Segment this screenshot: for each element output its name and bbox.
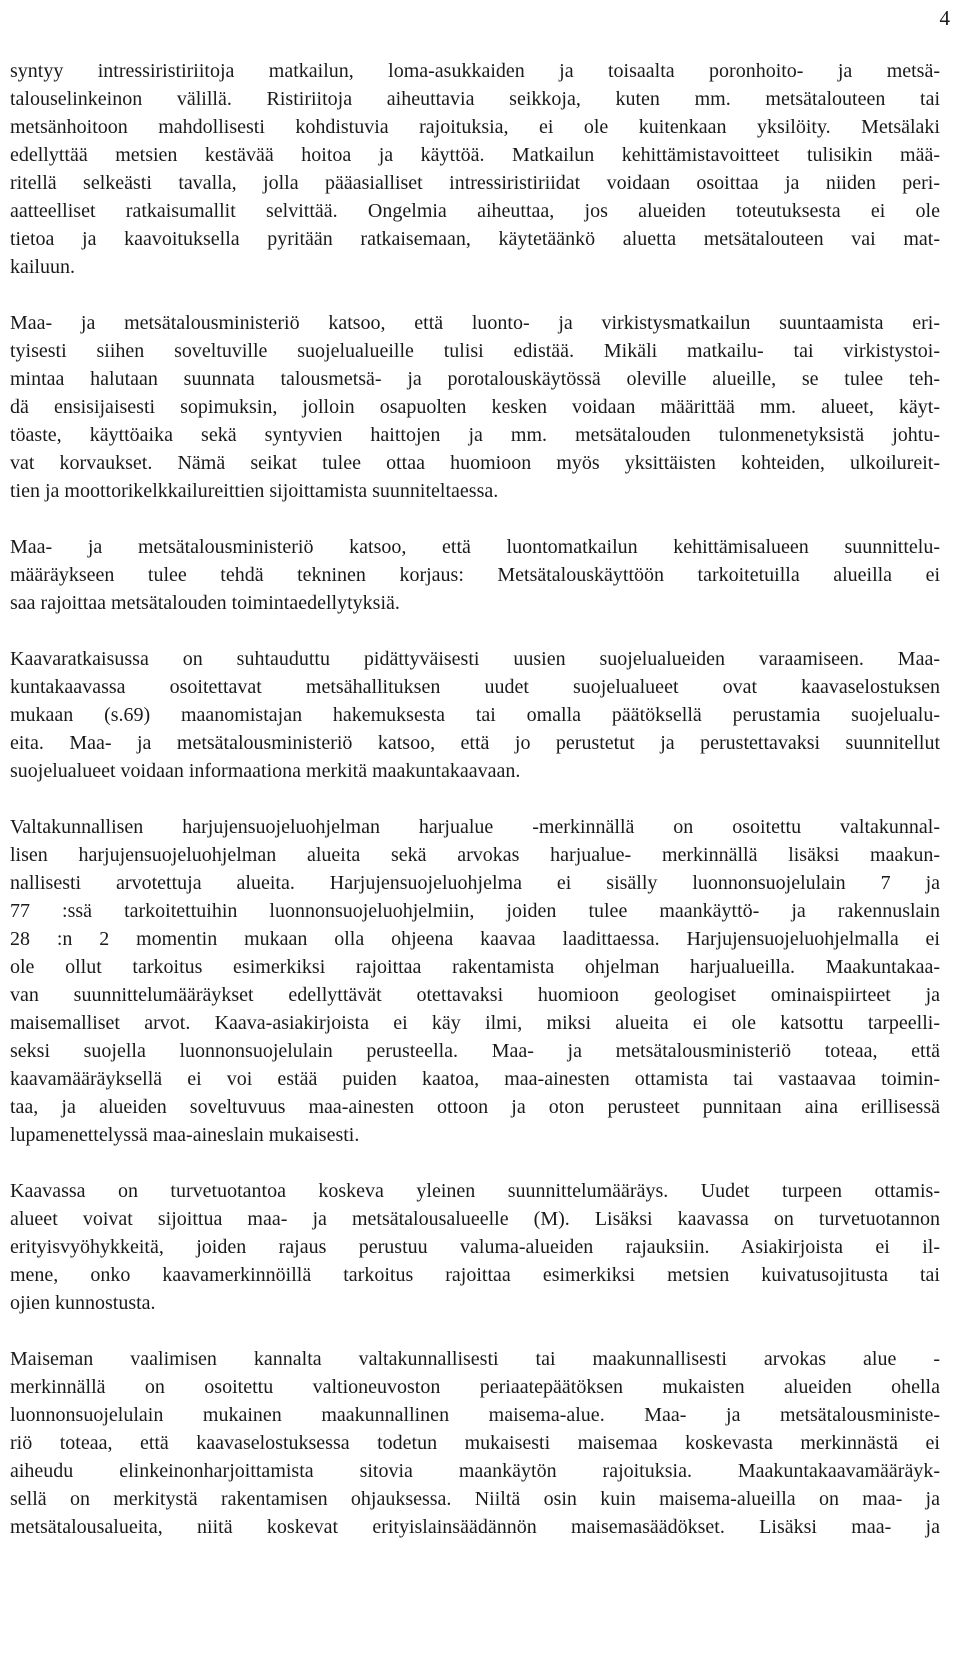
text-line: aiheudu elinkeinonharjoittamista sitovia maankäytön rajoituksia. Maakuntakaavamääräyk- <box>10 1460 940 1482</box>
text-line: luonnonsuojelulain mukainen maakunnallinen maisema-alue. Maa- ja metsätalousministe- <box>10 1404 940 1426</box>
text-line: Kaavaratkaisussa on suhtauduttu pidättyväisesti uusien suojelualueiden varaamiseen. Maa- <box>10 648 940 670</box>
text-line: ojien kunnostusta. <box>10 1292 156 1314</box>
text-line: seksi suojella luonnonsuojelulain perusteella. Maa- ja metsätalousministeriö toteaa, että <box>10 1040 940 1062</box>
text-line: eita. Maa- ja metsätalousministeriö katsoo, että jo perustetut ja perustettavaksi suunnitellut <box>10 732 940 754</box>
text-line: lisen harjujensuojeluohjelman alueita sekä arvokas harjualue- merkinnällä lisäksi maakun- <box>10 844 940 866</box>
document-body <box>10 57 940 1569</box>
text-line: taa, ja alueiden soveltuvuus maa-ainesten ottoon ja oton perusteet punnitaan aina erillisessä <box>10 1096 940 1118</box>
paragraph <box>10 57 940 281</box>
text-line: kailuun. <box>10 256 75 278</box>
text-line: erityisvyöhykkeitä, joiden rajaus perustuu valuma-alueiden rajauksiin. Asiakirjoista ei il- <box>10 1236 940 1258</box>
text-line: mukaan (s.69) maanomistajan hakemuksesta tai omalla päätöksellä perustamia suojelualu- <box>10 704 940 726</box>
text-line: riö toteaa, että kaavaselostuksessa todetun mukaisesti maisemaa koskevasta merkinnästä ei <box>10 1432 940 1454</box>
text-line: vat korvaukset. Nämä seikat tulee ottaa huomioon myös yksittäisten kohteiden, ulkoilureit- <box>10 452 940 474</box>
text-line: van suunnittelumääräykset edellyttävät otettavaksi huomioon geologiset ominaispiirteet ja <box>10 984 940 1006</box>
text-line: Maiseman vaalimisen kannalta valtakunnallisesti tai maakunnallisesti arvokas alue - <box>10 1348 940 1370</box>
text-line: edellyttää metsien kestävää hoitoa ja käyttöä. Matkailun kehittämistavoitteet tulisikin mää- <box>10 144 940 166</box>
paragraph <box>10 1345 940 1541</box>
text-line: ritellä selkeästi tavalla, jolla pääasialliset intressiristiriidat voidaan osoittaa ja niiden peri- <box>10 172 940 194</box>
text-line: määräykseen tulee tehdä tekninen korjaus: Metsätalouskäyttöön tarkoitetuilla alueilla ei <box>10 564 940 586</box>
paragraph <box>10 309 940 505</box>
text-line: mintaa halutaan suunnata talousmetsä- ja porotalouskäytössä oleville alueille, se tulee teh- <box>10 368 940 390</box>
text-line: Kaavassa on turvetuotantoa koskeva yleinen suunnittelumääräys. Uudet turpeen ottamis- <box>10 1180 940 1202</box>
text-line: suojelualueet voidaan informaationa merkitä maakuntakaavaan. <box>10 760 521 782</box>
text-line: ole ollut tarkoitus esimerkiksi rajoittaa rakentamista ohjelman harjualueilla. Maakuntakaa- <box>10 956 940 978</box>
paragraph <box>10 1177 940 1317</box>
text-line: saa rajoittaa metsätalouden toimintaedellytyksiä. <box>10 592 400 614</box>
text-line: dä ensisijaisesti sopimuksin, jolloin osapuolten kesken voidaan määrittää mm. alueet, käyt- <box>10 396 940 418</box>
text-line: tien ja moottorikelkkailureittien sijoittamista suunniteltaessa. <box>10 480 499 502</box>
text-line: nallisesti arvotettuja alueita. Harjujensuojeluohjelma ei sisälly luonnonsuojelulain 7 ja <box>10 872 940 894</box>
text-line: 77 :ssä tarkoitettuihin luonnonsuojeluohjelmiin, joiden tulee maankäyttö- ja rakennuslain <box>10 900 940 922</box>
text-line: kuntakaavassa osoitettavat metsähallituksen uudet suojelualueet ovat kaavaselostuksen <box>10 676 940 698</box>
text-line: tietoa ja kaavoituksella pyritään ratkaisemaan, käytetäänkö aluetta metsätalouteen vai mat- <box>10 228 940 250</box>
text-line: merkinnällä on osoitettu valtioneuvoston periaatepäätöksen mukaisten alueiden ohella <box>10 1376 940 1398</box>
paragraph <box>10 533 940 617</box>
text-line: 28 :n 2 momentin mukaan olla ohjeena kaavaa laadittaessa. Harjujensuojeluohjelmalla ei <box>10 928 940 950</box>
text-line: lupamenettelyssä maa-aineslain mukaisesti. <box>10 1124 360 1146</box>
text-line: sellä on merkitystä rakentamisen ohjauksessa. Niiltä osin kuin maisema-alueilla on maa- ja <box>10 1488 940 1510</box>
text-line: mene, onko kaavamerkinnöillä tarkoitus rajoittaa esimerkiksi metsien kuivatusojitusta tai <box>10 1264 940 1286</box>
text-line: töaste, käyttöaika sekä syntyvien haittojen ja mm. metsätalouden tulonmenetyksistä johtu- <box>10 424 940 446</box>
text-line: kaavamääräyksellä ei voi estää puiden kaatoa, maa-ainesten ottamista tai vastaavaa toimin- <box>10 1068 940 1090</box>
paragraph <box>10 645 940 785</box>
text-line: aatteelliset ratkaisumallit selvittää. Ongelmia aiheuttaa, jos alueiden toteutuksesta ei ole <box>10 200 940 222</box>
text-line: Maa- ja metsätalousministeriö katsoo, että luonto- ja virkistysmatkailun suuntaamista eri- <box>10 312 940 334</box>
text-line: metsätalousalueita, niitä koskevat erityislainsäädännön maisemasäädökset. Lisäksi maa- ja <box>10 1516 940 1538</box>
text-line: Valtakunnallisen harjujensuojeluohjelman harjualue -merkinnällä on osoitettu valtakunnal- <box>10 816 940 838</box>
text-line: alueet voivat sijoittua maa- ja metsätalousalueelle (M). Lisäksi kaavassa on turvetuotannon <box>10 1208 940 1230</box>
page-number: 4 <box>939 6 950 30</box>
text-line: metsänhoitoon mahdollisesti kohdistuvia rajoituksia, ei ole kuitenkaan yksilöity. Metsälaki <box>10 116 940 138</box>
text-line: syntyy intressiristiriitoja matkailun, loma-asukkaiden ja toisaalta poronhoito- ja metsä- <box>10 60 940 82</box>
text-line: maisemalliset arvot. Kaava-asiakirjoista ei käy ilmi, miksi alueita ei ole katsottu tarpeelli- <box>10 1012 940 1034</box>
paragraph <box>10 813 940 1149</box>
text-line: tyisesti siihen soveltuville suojelualueille tulisi edistää. Mikäli matkailu- tai virkistystoi- <box>10 340 940 362</box>
text-line: Maa- ja metsätalousministeriö katsoo, että luontomatkailun kehittämisalueen suunnittelu- <box>10 536 940 558</box>
text-line: talouselinkeinon välillä. Ristiriitoja aiheuttavia seikkoja, kuten mm. metsätalouteen tai <box>10 88 940 110</box>
